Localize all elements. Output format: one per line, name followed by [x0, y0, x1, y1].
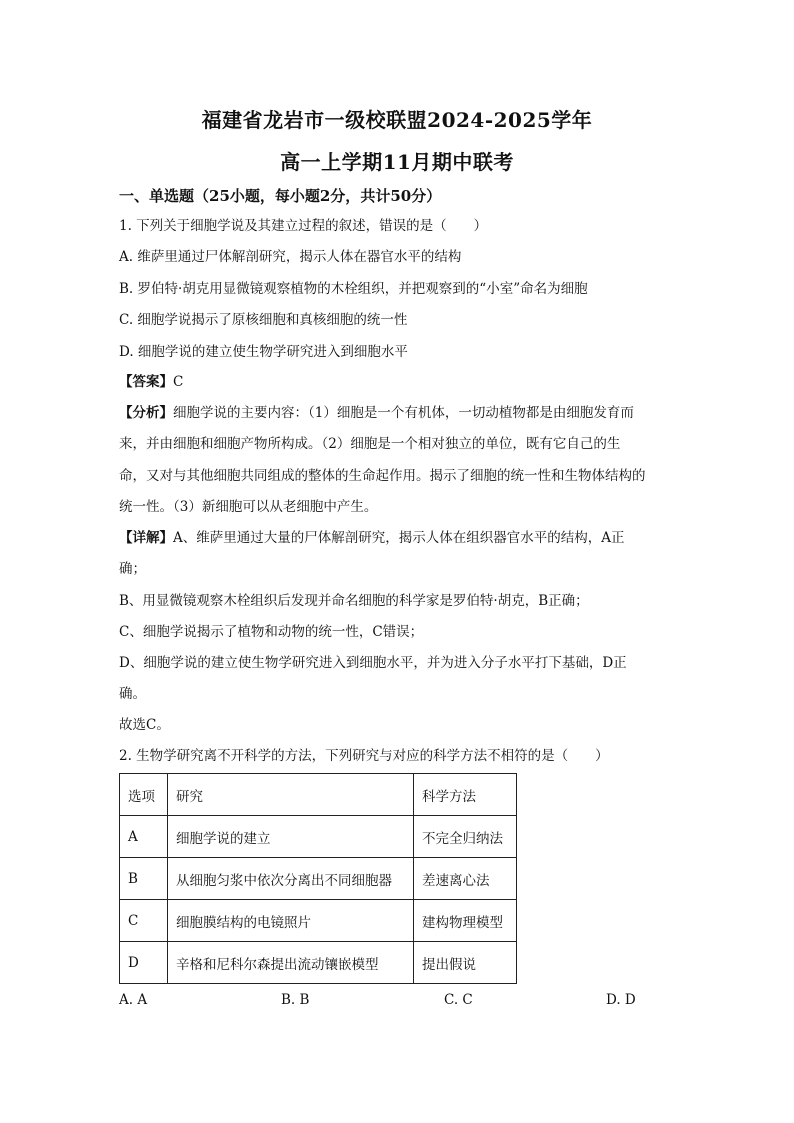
q1-option-d: D. 细胞学说的建立使生物学研究进入到细胞水平 [119, 344, 408, 360]
table-cell: 差速离心法 [414, 858, 517, 900]
q2-option-a: A. A [119, 992, 148, 1008]
q1-detail-line6: 确。 [119, 686, 146, 702]
q1-conclusion: 故选C。 [119, 717, 170, 733]
table-row [120, 858, 517, 900]
table-cell: 不完全归纳法 [414, 816, 517, 858]
table-row [120, 900, 517, 942]
document-title-line1: 福建省龙岩市一级校联盟2024-2025学年 [201, 108, 593, 132]
q1-analysis-line3: 命，又对与其他细胞共同组成的整体的生命起作用。揭示了细胞的统一性和生物体结构的 [119, 468, 646, 484]
q1-detail-line2: 确； [119, 561, 146, 577]
table-row [120, 816, 517, 858]
table-cell: 从细胞匀浆中依次分离出不同细胞器 [168, 858, 414, 900]
q1-analysis-line2: 来，并由细胞和细胞产物所构成。（2）细胞是一个相对独立的单位，既有它自己的生 [119, 436, 621, 452]
table-cell: A [120, 816, 168, 858]
q1-option-a: A. 维萨里通过尸体解剖研究，揭示人体在器官水平的结构 [119, 249, 462, 265]
analysis-label: 【分析】 [119, 405, 173, 421]
table-cell: 辛格和尼科尔森提出流动镶嵌模型 [168, 942, 414, 984]
detail-text: A、维萨里通过大量的尸体解剖研究，揭示人体在组织器官水平的结构，A正 [173, 530, 625, 546]
q1-detail-line4: C、细胞学说揭示了植物和动物的统一性，C错误； [119, 624, 424, 640]
table-header-cell: 选项 [120, 774, 168, 816]
q1-analysis-line1 [119, 403, 634, 423]
table-header-cell: 科学方法 [414, 774, 517, 816]
q1-detail-line5: D、细胞学说的建立使生物学研究进入到细胞水平，并为进入分子水平打下基础，D正 [119, 655, 627, 671]
detail-label: 【详解】 [119, 530, 173, 546]
q1-analysis-line4: 统一性。（3）新细胞可以从老细胞中产生。 [119, 499, 378, 515]
table-row [120, 942, 517, 984]
q2-option-b: B. B [281, 992, 310, 1008]
q1-stem: 1. 下列关于细胞学说及其建立过程的叙述，错误的是（ ） [119, 218, 488, 234]
q1-option-c: C. 细胞学说揭示了原核细胞和真核细胞的统一性 [119, 312, 408, 328]
q1-detail-line3: B、用显微镜观察木栓组织后发现并命名细胞的科学家是罗伯特·胡克，B正确； [119, 593, 589, 609]
table-cell: C [120, 900, 168, 942]
q2-table [119, 773, 517, 984]
q1-answer [119, 372, 183, 392]
table-header-cell: 研究 [168, 774, 414, 816]
section-heading: 一、单选题（25小题，每小题2分，共计50分） [119, 187, 442, 205]
table-cell: 建构物理模型 [414, 900, 517, 942]
q2-stem: 2. 生物学研究离不开科学的方法，下列研究与对应的科学方法不相符的是（ ） [119, 748, 609, 764]
q1-detail-line1 [119, 528, 625, 548]
document-title-line2: 高一上学期11月期中联考 [280, 150, 514, 174]
q2-option-d: D. D [606, 992, 636, 1008]
table-cell: D [120, 942, 168, 984]
q2-option-c: C. C [444, 992, 473, 1008]
answer-value: C [173, 374, 184, 390]
table-cell: 细胞膜结构的电镜照片 [168, 900, 414, 942]
table-header-row [120, 774, 517, 816]
table-cell: B [120, 858, 168, 900]
table-cell: 细胞学说的建立 [168, 816, 414, 858]
table-cell: 提出假说 [414, 942, 517, 984]
q1-option-b: B. 罗伯特·胡克用显微镜观察植物的木栓组织，并把观察到的“小室”命名为细胞 [119, 281, 588, 297]
analysis-text: 细胞学说的主要内容：（1）细胞是一个有机体，一切动植物都是由细胞发育而 [173, 405, 634, 421]
answer-label: 【答案】 [119, 374, 173, 390]
